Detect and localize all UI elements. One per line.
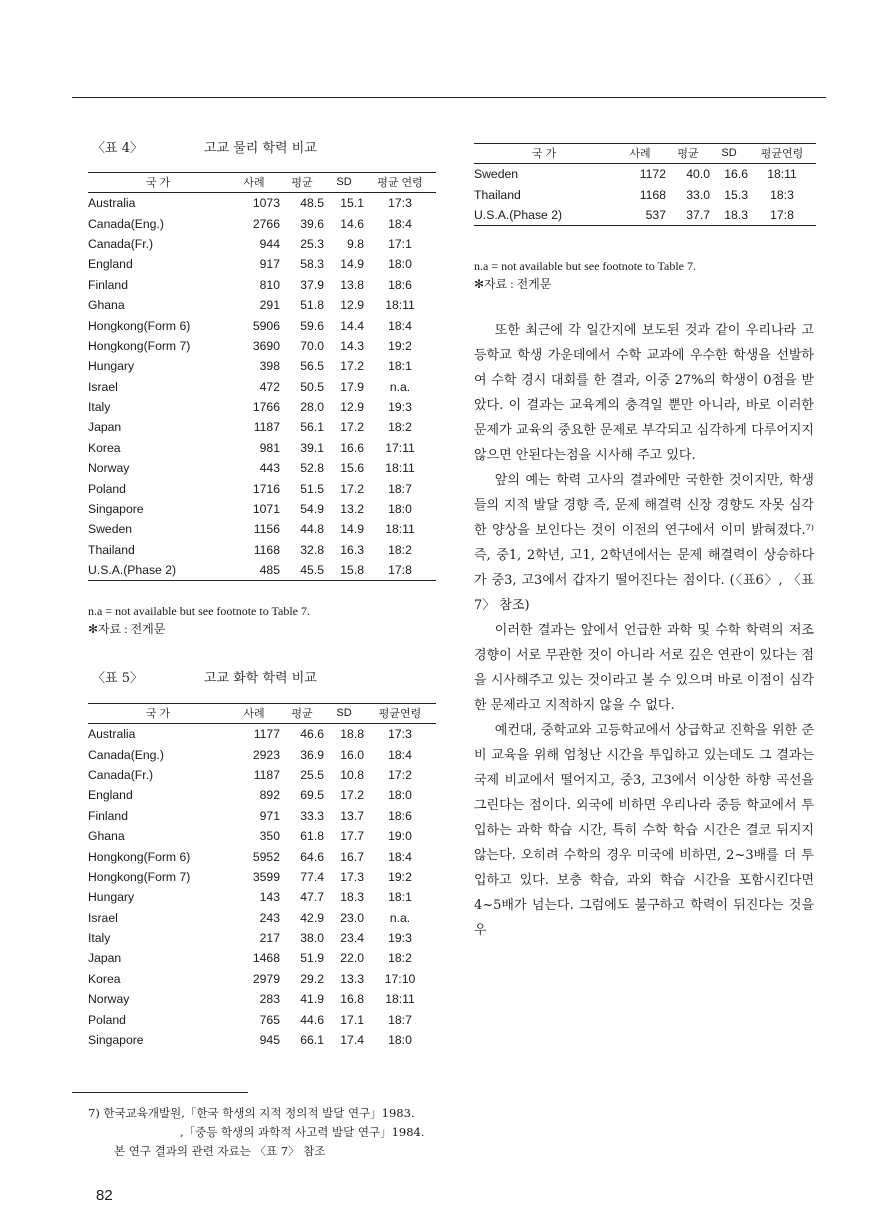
- value-cell: 39.6: [300, 216, 324, 231]
- country-cell: Italy: [88, 400, 111, 415]
- country-cell: Israel: [88, 379, 118, 394]
- column-header: 평균 연령: [364, 173, 436, 193]
- country-cell: Finland: [88, 277, 128, 292]
- table-row: [88, 295, 436, 315]
- footnote-line: 7) 한국교육개발원,「한국 학생의 지적 정의적 발달 연구」1983.: [88, 1106, 415, 1120]
- footnote: [88, 1104, 425, 1161]
- value-cell: 33.0: [686, 187, 710, 202]
- value-cell: 1168: [253, 542, 280, 557]
- tablecont-body: [474, 164, 816, 226]
- body-text: [474, 318, 814, 943]
- value-cell: 44.6: [300, 1012, 324, 1027]
- value-cell: 1187: [253, 767, 280, 782]
- value-cell: 17.1: [340, 1012, 364, 1027]
- country-cell: Korea: [88, 971, 121, 986]
- table5-chemistry: [88, 703, 436, 1050]
- table5-body: [88, 724, 436, 1051]
- note-line-na: n.a = not available but see footnote to Table 7.: [88, 604, 310, 618]
- header-rule: [72, 97, 826, 98]
- table4-caption-title: 고교 물리 학력 비교: [204, 141, 317, 156]
- value-cell: 2923: [252, 747, 280, 762]
- value-cell: 17:11: [385, 440, 415, 455]
- country-cell: Hongkong(Form 6): [88, 318, 191, 333]
- value-cell: 16.8: [340, 992, 364, 1007]
- table-row: [88, 356, 436, 376]
- column-header: 사례: [228, 173, 280, 193]
- value-cell: 19:3: [388, 400, 412, 415]
- value-cell: 18:4: [388, 849, 412, 864]
- country-cell: Israel: [88, 910, 118, 925]
- table-row: [88, 377, 436, 397]
- value-cell: 18:2: [388, 951, 412, 966]
- column-header: 평균연령: [364, 704, 436, 724]
- table5-header-row: [88, 704, 436, 724]
- value-cell: 283: [259, 992, 280, 1007]
- table-row: [88, 1009, 436, 1029]
- value-cell: 17:10: [384, 971, 416, 986]
- country-cell: Hungary: [88, 890, 135, 905]
- table-row: [88, 254, 436, 274]
- footnote-line: 본 연구 결과의 관련 자료는 〈표 7〉 참조: [114, 1144, 326, 1158]
- value-cell: 217: [259, 931, 280, 946]
- value-cell: 3690: [252, 338, 280, 353]
- table-cont-note: [474, 257, 696, 293]
- value-cell: 17:2: [388, 767, 412, 782]
- table-row: [88, 315, 436, 335]
- table-row: [88, 478, 436, 498]
- value-cell: 39.1: [300, 440, 324, 455]
- value-cell: 38.0: [300, 931, 324, 946]
- country-cell: Norway: [88, 992, 130, 1007]
- column-header: 평균: [280, 173, 324, 193]
- column-header: 평균: [280, 704, 324, 724]
- column-header: 평균: [666, 144, 710, 164]
- table4-body: [88, 193, 436, 581]
- value-cell: 13.7: [340, 808, 364, 823]
- column-header: 사례: [614, 144, 666, 164]
- value-cell: 69.5: [300, 788, 324, 803]
- table-row: [88, 908, 436, 928]
- table-row: [88, 193, 436, 214]
- value-cell: 18:2: [388, 420, 412, 435]
- table-row: [88, 846, 436, 866]
- country-cell: Australia: [88, 196, 136, 211]
- value-cell: 537: [645, 207, 666, 222]
- country-cell: Norway: [88, 461, 130, 476]
- country-cell: England: [88, 788, 133, 803]
- value-cell: 18:0: [388, 257, 412, 272]
- value-cell: 5952: [252, 849, 280, 864]
- country-cell: Hongkong(Form 6): [88, 849, 191, 864]
- value-cell: 350: [259, 829, 280, 844]
- table-row: [88, 765, 436, 785]
- value-cell: 1071: [252, 502, 280, 517]
- value-cell: 243: [259, 910, 280, 925]
- value-cell: 46.6: [300, 727, 324, 742]
- country-cell: Japan: [88, 420, 122, 435]
- value-cell: 16.7: [340, 849, 364, 864]
- column-header: SD: [324, 173, 364, 193]
- value-cell: 1766: [252, 400, 280, 415]
- value-cell: 17.2: [340, 788, 364, 803]
- value-cell: 12.9: [340, 298, 364, 313]
- table-row: [88, 458, 436, 478]
- table-row: [88, 806, 436, 826]
- value-cell: 17:3: [388, 196, 412, 211]
- value-cell: n.a.: [389, 910, 411, 925]
- country-cell: Poland: [88, 1012, 126, 1027]
- value-cell: 44.8: [300, 522, 324, 537]
- country-cell: Finland: [88, 808, 128, 823]
- table-row: [88, 234, 436, 254]
- value-cell: 12.9: [340, 400, 364, 415]
- footnote-rule: [72, 1092, 248, 1093]
- table-row: [88, 969, 436, 989]
- country-cell: Canada(Eng.): [88, 747, 164, 762]
- value-cell: 18.8: [340, 727, 364, 742]
- value-cell: 917: [259, 257, 280, 272]
- country-cell: Australia: [88, 727, 136, 742]
- value-cell: 41.9: [300, 992, 324, 1007]
- country-cell: Canada(Fr.): [88, 236, 154, 251]
- value-cell: 945: [259, 1033, 280, 1048]
- value-cell: 13.2: [340, 502, 364, 517]
- country-cell: Sweden: [88, 522, 133, 537]
- table-row: [88, 540, 436, 560]
- table-row: [88, 1030, 436, 1050]
- value-cell: 18:0: [388, 788, 412, 803]
- note-line-source: ✻자료 : 전게문: [474, 277, 552, 291]
- value-cell: 51.8: [300, 298, 324, 313]
- value-cell: 61.8: [300, 829, 324, 844]
- note-line-na: n.a = not available but see footnote to Table 7.: [474, 259, 696, 273]
- value-cell: 58.3: [300, 257, 324, 272]
- value-cell: 18.3: [340, 890, 364, 905]
- table5-caption-number: 〈표 5〉: [92, 671, 143, 686]
- country-cell: Hongkong(Form 7): [88, 338, 191, 353]
- value-cell: 18:11: [385, 461, 415, 476]
- value-cell: 25.5: [300, 767, 324, 782]
- table-row: [88, 275, 436, 295]
- country-cell: Canada(Fr.): [88, 767, 154, 782]
- column-header: 사례: [228, 704, 280, 724]
- value-cell: 1177: [253, 727, 280, 742]
- value-cell: 18:4: [388, 318, 412, 333]
- country-cell: Japan: [88, 951, 122, 966]
- value-cell: 485: [259, 563, 280, 578]
- value-cell: 36.9: [300, 747, 324, 762]
- value-cell: 981: [259, 440, 280, 455]
- tablecont-header-row: [474, 144, 816, 164]
- column-header: 국 가: [88, 704, 228, 724]
- value-cell: 28.0: [300, 400, 324, 415]
- table-row: [88, 499, 436, 519]
- value-cell: 70.0: [300, 338, 324, 353]
- value-cell: 66.1: [300, 1033, 324, 1048]
- value-cell: 17.2: [340, 420, 364, 435]
- value-cell: 17:8: [770, 207, 794, 222]
- value-cell: 14.9: [340, 522, 364, 537]
- value-cell: 18:11: [385, 522, 415, 537]
- column-header: 국 가: [88, 173, 228, 193]
- value-cell: 16.6: [340, 440, 364, 455]
- value-cell: 17.2: [340, 481, 364, 496]
- value-cell: 892: [259, 788, 280, 803]
- table4-header-row: [88, 173, 436, 193]
- country-cell: Ghana: [88, 298, 125, 313]
- value-cell: 32.8: [300, 542, 324, 557]
- value-cell: 1168: [639, 187, 666, 202]
- paragraph: 또한 최근에 각 일간지에 보도된 것과 같이 우리나라 고등학교 학생 가운데에서 수학 교과에 우수한 학생을 선발하여 수학 경시 대회를 한 결과, 이중 27%의 학생이 0점을 받았다. 이 결과는 교육계의 충격일 뿐만 아니라, 바로 이러한 문제가 교육의 중요한 문제로 부각되고 심각하게 다루어지지 않으면 안된다는점을 시사해 주고 있다.: [474, 323, 814, 463]
- value-cell: 3599: [252, 869, 280, 884]
- table-row: [88, 438, 436, 458]
- column-header: SD: [324, 704, 364, 724]
- value-cell: 9.8: [347, 236, 364, 251]
- value-cell: 51.9: [300, 951, 324, 966]
- value-cell: 443: [259, 461, 280, 476]
- value-cell: 18:11: [767, 167, 797, 182]
- value-cell: 2766: [252, 216, 280, 231]
- table-row: [88, 560, 436, 581]
- paragraph: 예컨대, 중학교와 고등학교에서 상급학교 진학을 위한 준비 교육을 위해 엄청난 시간을 투입하고 있는데도 그 결과는 국제 비교에서 떨어지고, 중3, 고3에서 이상한 하향 곡선을 그린다는 점이다. 외국에 비하면 우리나라 중등 학교에서 투입하는 과학 학습 시간, 특히 수학 학습 시간은 결코 뒤지지 않는다. 오히려 수학의 경우 미국에 비하면, 2~3배를 더 투입하고 있다. 보충 학습, 과외 학습 시간을 포함시킨다면 4~5배가 넘는다. 그럼에도 불구하고 학력이 뒤진다는 것을 우: [474, 723, 814, 938]
- value-cell: 1172: [639, 167, 666, 182]
- value-cell: 18.3: [724, 207, 748, 222]
- value-cell: 42.9: [300, 910, 324, 925]
- value-cell: 14.4: [340, 318, 364, 333]
- value-cell: 22.0: [340, 951, 364, 966]
- value-cell: 17.2: [340, 359, 364, 374]
- table-row: [474, 184, 816, 204]
- column-header: 국 가: [474, 144, 614, 164]
- value-cell: 18:7: [388, 1012, 412, 1027]
- value-cell: 1716: [252, 481, 280, 496]
- value-cell: 51.5: [300, 481, 324, 496]
- value-cell: 18:7: [388, 481, 412, 496]
- value-cell: 15.3: [724, 187, 748, 202]
- value-cell: 14.6: [340, 216, 364, 231]
- value-cell: 23.4: [340, 931, 364, 946]
- value-cell: 17.4: [340, 1033, 364, 1048]
- table4-physics: [88, 172, 436, 581]
- footnote-line: ,「중등 학생의 과학적 사고력 발달 연구」1984.: [180, 1125, 425, 1139]
- country-cell: Thailand: [88, 542, 135, 557]
- table-row: [474, 205, 816, 226]
- value-cell: 59.6: [300, 318, 324, 333]
- value-cell: 10.8: [340, 767, 364, 782]
- country-cell: U.S.A.(Phase 2): [474, 207, 563, 222]
- value-cell: 18:0: [388, 502, 412, 517]
- table4-caption-number: 〈표 4〉: [92, 141, 143, 156]
- value-cell: 17:3: [388, 727, 412, 742]
- country-cell: Singapore: [88, 1033, 144, 1048]
- value-cell: 143: [259, 890, 280, 905]
- value-cell: 17.7: [340, 829, 364, 844]
- value-cell: 16.3: [340, 542, 364, 557]
- value-cell: 18:11: [385, 298, 415, 313]
- value-cell: 944: [259, 236, 280, 251]
- value-cell: 18:1: [388, 890, 412, 905]
- value-cell: 16.6: [724, 167, 748, 182]
- value-cell: 18:6: [388, 277, 412, 292]
- value-cell: 1468: [252, 951, 280, 966]
- table-row: [88, 336, 436, 356]
- value-cell: 16.0: [340, 747, 364, 762]
- value-cell: 40.0: [686, 167, 710, 182]
- table4-note: [88, 602, 310, 638]
- table-row: [88, 928, 436, 948]
- value-cell: 472: [259, 379, 280, 394]
- value-cell: n.a.: [389, 379, 411, 394]
- value-cell: 77.4: [300, 869, 324, 884]
- table5-caption-title: 고교 화학 학력 비교: [204, 671, 317, 686]
- table-row: [88, 785, 436, 805]
- country-cell: Korea: [88, 440, 121, 455]
- country-cell: England: [88, 257, 133, 272]
- value-cell: 33.3: [300, 808, 324, 823]
- value-cell: 23.0: [340, 910, 364, 925]
- table5-continued: [474, 143, 816, 226]
- value-cell: 18:1: [388, 359, 412, 374]
- table-row: [88, 744, 436, 764]
- table-row: [88, 948, 436, 968]
- value-cell: 15.8: [340, 563, 364, 578]
- country-cell: U.S.A.(Phase 2): [88, 563, 177, 578]
- table-row: [88, 397, 436, 417]
- value-cell: 19:2: [388, 338, 412, 353]
- value-cell: 15.6: [340, 461, 364, 476]
- value-cell: 56.1: [300, 420, 324, 435]
- table-row: [474, 164, 816, 185]
- value-cell: 1073: [252, 196, 280, 211]
- value-cell: 25.3: [300, 236, 324, 251]
- country-cell: Hongkong(Form 7): [88, 869, 191, 884]
- value-cell: 17:8: [388, 563, 412, 578]
- value-cell: 18:4: [388, 747, 412, 762]
- value-cell: 48.5: [300, 196, 324, 211]
- country-cell: Italy: [88, 931, 111, 946]
- value-cell: 50.5: [300, 379, 324, 394]
- value-cell: 971: [259, 808, 280, 823]
- country-cell: Sweden: [474, 167, 519, 182]
- value-cell: 14.9: [340, 257, 364, 272]
- value-cell: 14.3: [340, 338, 364, 353]
- value-cell: 2979: [252, 971, 280, 986]
- country-cell: Ghana: [88, 829, 125, 844]
- country-cell: Thailand: [474, 187, 521, 202]
- country-cell: Singapore: [88, 502, 144, 517]
- table-row: [88, 826, 436, 846]
- value-cell: 45.5: [300, 563, 324, 578]
- value-cell: 54.9: [300, 502, 324, 517]
- value-cell: 765: [259, 1012, 280, 1027]
- paragraph: 앞의 예는 학력 고사의 결과에만 국한한 것이지만, 학생들의 지적 발달 경향 즉, 문제 해결력 신장 경향도 자못 심각한 양상을 보인다는 것이 이전의 연구에서 이미 밝혀졌다.⁷⁾ 즉, 중1, 2학년, 고1, 2학년에서는 문제 해결력이 상승하다가 중3, 고3에서 갑자기 떨어진다는 점이다. (〈표6〉, 〈표7〉 참조): [474, 473, 814, 613]
- value-cell: 19:0: [388, 829, 412, 844]
- country-cell: Canada(Eng.): [88, 216, 164, 231]
- value-cell: 64.6: [300, 849, 324, 864]
- table4-caption: [92, 137, 317, 156]
- value-cell: 37.7: [686, 207, 710, 222]
- value-cell: 18:11: [385, 992, 415, 1007]
- value-cell: 56.5: [300, 359, 324, 374]
- value-cell: 18:2: [388, 542, 412, 557]
- column-header: 평균연령: [748, 144, 816, 164]
- value-cell: 13.8: [340, 277, 364, 292]
- value-cell: 37.9: [300, 277, 324, 292]
- value-cell: 810: [259, 277, 280, 292]
- country-cell: Poland: [88, 481, 126, 496]
- value-cell: 5906: [252, 318, 280, 333]
- table-row: [88, 213, 436, 233]
- value-cell: 398: [259, 359, 280, 374]
- value-cell: 17.3: [340, 869, 364, 884]
- value-cell: 291: [259, 298, 280, 313]
- value-cell: 18:6: [388, 808, 412, 823]
- paragraph: 이러한 결과는 앞에서 언급한 과학 및 수학 학력의 저조 경향이 서로 무관한 것이 아니라 서로 깊은 연관이 있다는 점을 시사해주고 있는 것이라고 볼 수 있으며 바로 이점이 심각한 문제라고 지적하지 않을 수 없다.: [474, 623, 814, 713]
- table-row: [88, 417, 436, 437]
- value-cell: 18:3: [770, 187, 794, 202]
- value-cell: 13.3: [340, 971, 364, 986]
- value-cell: 1156: [253, 522, 280, 537]
- table-row: [88, 989, 436, 1009]
- value-cell: 18:0: [388, 1033, 412, 1048]
- value-cell: 1187: [253, 420, 280, 435]
- country-cell: Hungary: [88, 359, 135, 374]
- table-row: [88, 519, 436, 539]
- table5-caption: [92, 667, 317, 686]
- value-cell: 15.1: [340, 196, 364, 211]
- table-row: [88, 887, 436, 907]
- value-cell: 19:3: [388, 931, 412, 946]
- value-cell: 52.8: [300, 461, 324, 476]
- table-row: [88, 724, 436, 745]
- page-number: 82: [96, 1187, 113, 1204]
- table-row: [88, 867, 436, 887]
- column-header: SD: [710, 144, 748, 164]
- note-line-source: ✻자료 : 전게문: [88, 622, 166, 636]
- value-cell: 19:2: [388, 869, 412, 884]
- value-cell: 47.7: [300, 890, 324, 905]
- value-cell: 29.2: [300, 971, 324, 986]
- value-cell: 17:1: [388, 236, 412, 251]
- value-cell: 17.9: [340, 379, 364, 394]
- value-cell: 18:4: [388, 216, 412, 231]
